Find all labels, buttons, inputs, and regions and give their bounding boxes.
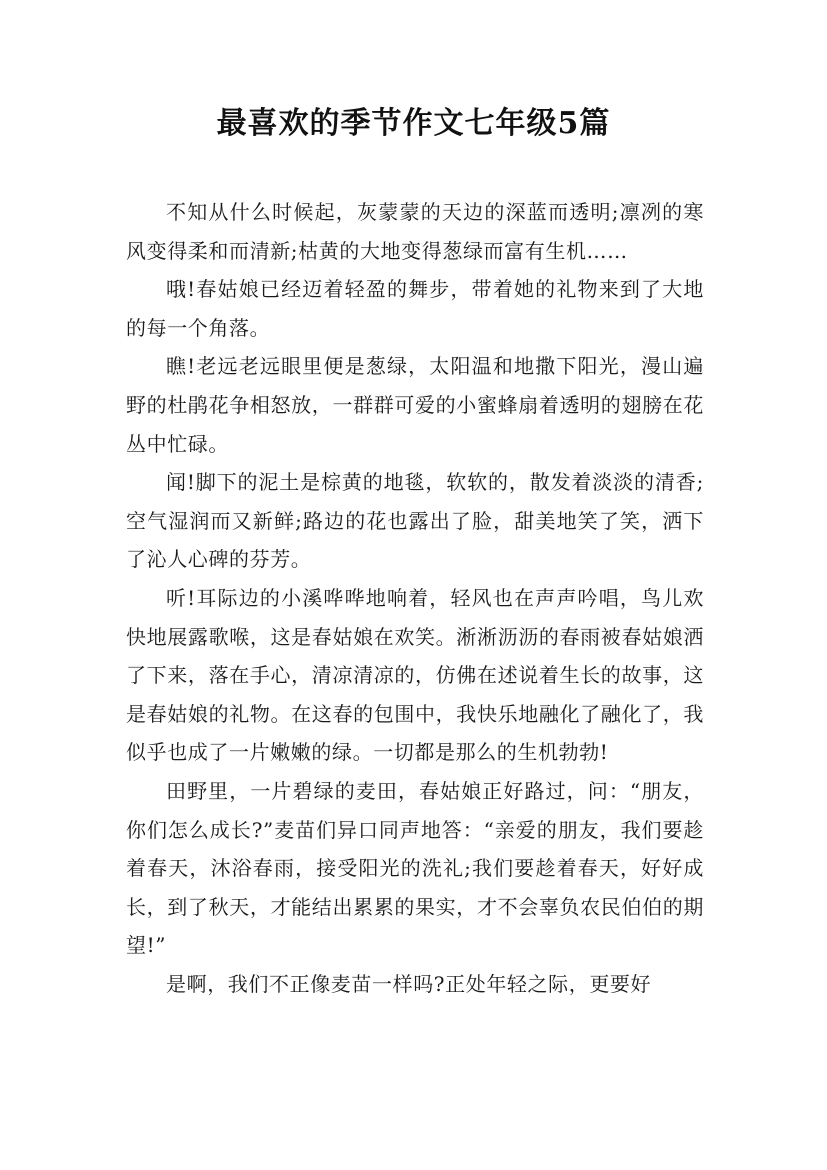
paragraph: 闻!脚下的泥土是棕黄的地毯，软软的，散发着淡淡的清香;空气湿润而又新鲜;路边的花也露出了脸，甜美地笑了笑，洒下了沁人心碑的芬芳。	[126, 470, 704, 572]
paragraph: 听!耳际边的小溪哗哗地响着，轻风也在声声吟唱，鸟儿欢快地展露歌喉，这是春姑娘在欢笑。淅淅沥沥的春雨被春姑娘洒了下来，落在手心，清凉清凉的，仿佛在述说着生长的故事，这是春姑娘的礼物。在这春的包围中，我快乐地融化了融化了，我似乎也成了一片嫩嫩的绿。一切都是那么的生机勃勃!	[126, 585, 704, 765]
paragraph: 是啊，我们不正像麦苗一样吗?正处年轻之际，更要好	[166, 971, 652, 996]
document-body	[126, 193, 704, 1003]
paragraph: 不知从什么时候起，灰蒙蒙的天边的深蓝而透明;凛冽的寒风变得柔和而清新;枯黄的大地变得葱绿而富有生机……	[126, 200, 704, 263]
paragraph: 田野里，一片碧绿的麦田，春姑娘正好路过，问：“朋友，你们怎么成长?”麦苗们异口同声地答：“亲爱的朋友，我们要趁着春天，沐浴春雨，接受阳光的洗礼;我们要趁着春天，好好成长，到了秋天，才能结出累累的果实，才不会辜负农民伯伯的期望!”	[126, 778, 704, 958]
document-title: 最喜欢的季节作文七年级5篇	[216, 106, 611, 141]
paragraph: 哦!春姑娘已经迈着轻盈的舞步，带着她的礼物来到了大地的每一个角落。	[126, 277, 704, 340]
paragraph: 瞧!老远老远眼里便是葱绿，太阳温和地撒下阳光，漫山遍野的杜鹃花争相怒放，一群群可爱的小蜜蜂扇着透明的翅膀在花丛中忙碌。	[126, 354, 704, 456]
